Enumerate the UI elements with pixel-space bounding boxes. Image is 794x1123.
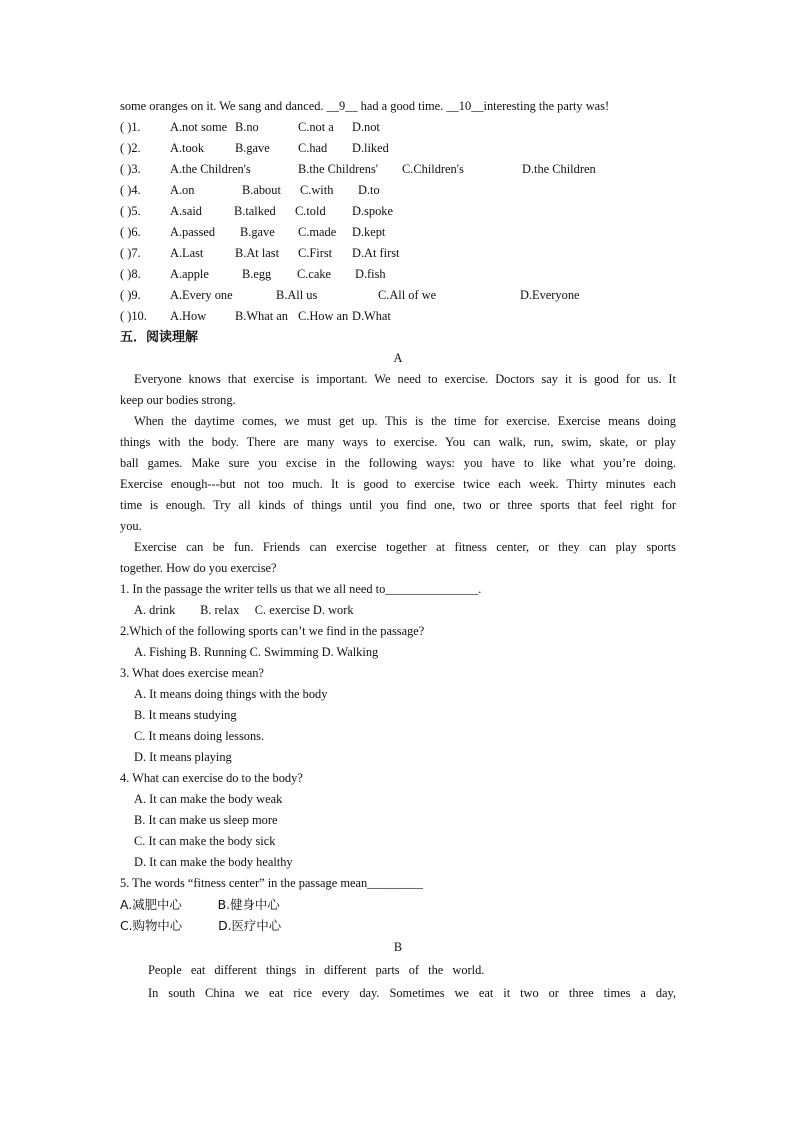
q5-option-a: A.减肥中心: [120, 897, 182, 912]
question-stem: 4. What can exercise do to the body?: [120, 771, 303, 785]
option-a: A.the Children's: [170, 162, 251, 176]
question-option: D. It can make the body healthy: [134, 855, 293, 869]
option-b: B.gave: [240, 225, 275, 239]
option-a: A.took: [170, 141, 205, 155]
cloze-row: [120, 285, 676, 306]
cloze-number: ( )10.: [120, 309, 147, 323]
passage-b-line: People eat different things in different parts of the world.: [148, 963, 485, 977]
question-option: C. It means doing lessons.: [134, 729, 265, 743]
option-b: B.gave: [235, 141, 270, 155]
cloze-number: ( )3.: [120, 162, 141, 176]
option-b: B.egg: [242, 267, 272, 281]
passage-a: [120, 369, 676, 579]
question-list: [120, 579, 676, 894]
option-d: D.the Children: [522, 162, 596, 176]
cloze-row: [120, 306, 676, 327]
option-d: D.fish: [355, 267, 386, 281]
option-b: B.talked: [234, 204, 276, 218]
option-d: D.Everyone: [520, 288, 580, 302]
question-option: B. It can make us sleep more: [134, 813, 278, 827]
question-option: A. Fishing B. Running C. Swimming D. Walking: [134, 645, 379, 659]
option-c: C.told: [295, 204, 326, 218]
option-a: A.apple: [170, 267, 209, 281]
option-c: C.First: [298, 246, 333, 260]
q5-options-row-1: [120, 894, 676, 915]
cloze-row: [120, 222, 676, 243]
document-page: [120, 96, 676, 1005]
option-a: A.passed: [170, 225, 216, 239]
option-a: A.said: [170, 204, 203, 218]
option-d: D.At first: [352, 246, 400, 260]
option-b: B.What an: [235, 309, 288, 323]
option-b: B.about: [242, 183, 281, 197]
option-b: B.All us: [276, 288, 318, 302]
option-d: D.kept: [352, 225, 386, 239]
option-b: B.no: [235, 120, 259, 134]
question-stem: 5. The words “fitness center” in the passage mean_________: [120, 876, 423, 890]
passage-a-line: Exercise enough---but not too much. It is good to exercise twice each week. Thirty minutes each: [120, 477, 676, 491]
cloze-row: [120, 264, 676, 285]
cloze-number: ( )1.: [120, 120, 141, 134]
option-c: C.had: [298, 141, 328, 155]
section-title: 五．阅读理解: [120, 330, 199, 345]
passage-b-label: B: [393, 940, 403, 954]
passage-a-line: you.: [120, 519, 142, 533]
option-d: D.What: [352, 309, 391, 323]
cloze-number: ( )7.: [120, 246, 141, 260]
q5-option-b: B.健身中心: [217, 897, 280, 912]
q5-option-d: D.医疗中心: [218, 918, 282, 933]
option-d: D.spoke: [352, 204, 393, 218]
passage-a-line: When the daytime comes, we must get up. This is the time for exercise. Exercise means doing: [134, 414, 676, 428]
passage-b-line: In south China we eat rice every day. Sometimes we eat it two or three times a day,: [148, 986, 676, 1000]
option-a: A.Last: [170, 246, 204, 260]
option-d: D.to: [358, 183, 380, 197]
cloze-options: [120, 117, 676, 327]
cloze-number: ( )8.: [120, 267, 141, 281]
question-stem: 2.Which of the following sports can’t we find in the passage?: [120, 624, 425, 638]
question-option: A. drink B. relax C. exercise D. work: [134, 603, 354, 617]
option-a: A.on: [170, 183, 195, 197]
option-c: C.How an: [298, 309, 349, 323]
question-option: A. It can make the body weak: [134, 792, 283, 806]
option-c: C.with: [300, 183, 334, 197]
passage-a-line: time is enough. Try all kinds of things until you find one, two or three sports that feel right for: [120, 498, 676, 512]
question-stem: 3. What does exercise mean?: [120, 666, 264, 680]
passage-a-line: Everyone knows that exercise is important. We need to exercise. Doctors say it is good for us. It: [134, 372, 676, 386]
option-b: B.At last: [235, 246, 280, 260]
option-d: D.not: [352, 120, 380, 134]
passage-a-line: Exercise can be fun. Friends can exercise together at fitness center, or they can play sports: [134, 540, 676, 554]
cloze-row: [120, 201, 676, 222]
question-option: B. It means studying: [134, 708, 237, 722]
cloze-row: [120, 159, 676, 180]
option-a: A.How: [170, 309, 207, 323]
passage-a-line: ball games. Make sure you excise in the following ways: you have to like what you’re doing.: [120, 456, 676, 470]
option-c: C.made: [298, 225, 337, 239]
passage-a-label: A: [393, 351, 403, 365]
option-c: C.not a: [298, 120, 334, 134]
cloze-number: ( )5.: [120, 204, 141, 218]
passage-a-line: keep our bodies strong.: [120, 393, 236, 407]
question-option: A. It means doing things with the body: [134, 687, 328, 701]
question-stem: 1. In the passage the writer tells us that we all need to_______________.: [120, 582, 482, 596]
cloze-row: [120, 243, 676, 264]
cloze-number: ( )4.: [120, 183, 141, 197]
cloze-row: [120, 180, 676, 201]
option-a: A.Every one: [170, 288, 233, 302]
option-c: C.Children's: [402, 162, 464, 176]
passage-a-line: together. How do you exercise?: [120, 561, 277, 575]
passage-b: [120, 959, 676, 1005]
q5-options-row-2: [120, 915, 676, 936]
passage-a-line: things with the body. There are many ways to exercise. You can walk, run, swim, skate, or play: [120, 435, 676, 449]
option-c: C.All of we: [378, 288, 437, 302]
cloze-number: ( )2.: [120, 141, 141, 155]
question-option: C. It can make the body sick: [134, 834, 276, 848]
option-b: B.the Childrens': [298, 162, 379, 176]
option-c: C.cake: [297, 267, 332, 281]
cloze-row: [120, 117, 676, 138]
option-a: A.not some: [170, 120, 228, 134]
cloze-number: ( )9.: [120, 288, 141, 302]
cloze-number: ( )6.: [120, 225, 141, 239]
option-d: D.liked: [352, 141, 389, 155]
cloze-row: [120, 138, 676, 159]
q5-option-c: C.购物中心: [120, 918, 183, 933]
intro-line: some oranges on it. We sang and danced. __9__ had a good time. __10__interesting the party was!: [120, 99, 610, 113]
question-option: D. It means playing: [134, 750, 232, 764]
